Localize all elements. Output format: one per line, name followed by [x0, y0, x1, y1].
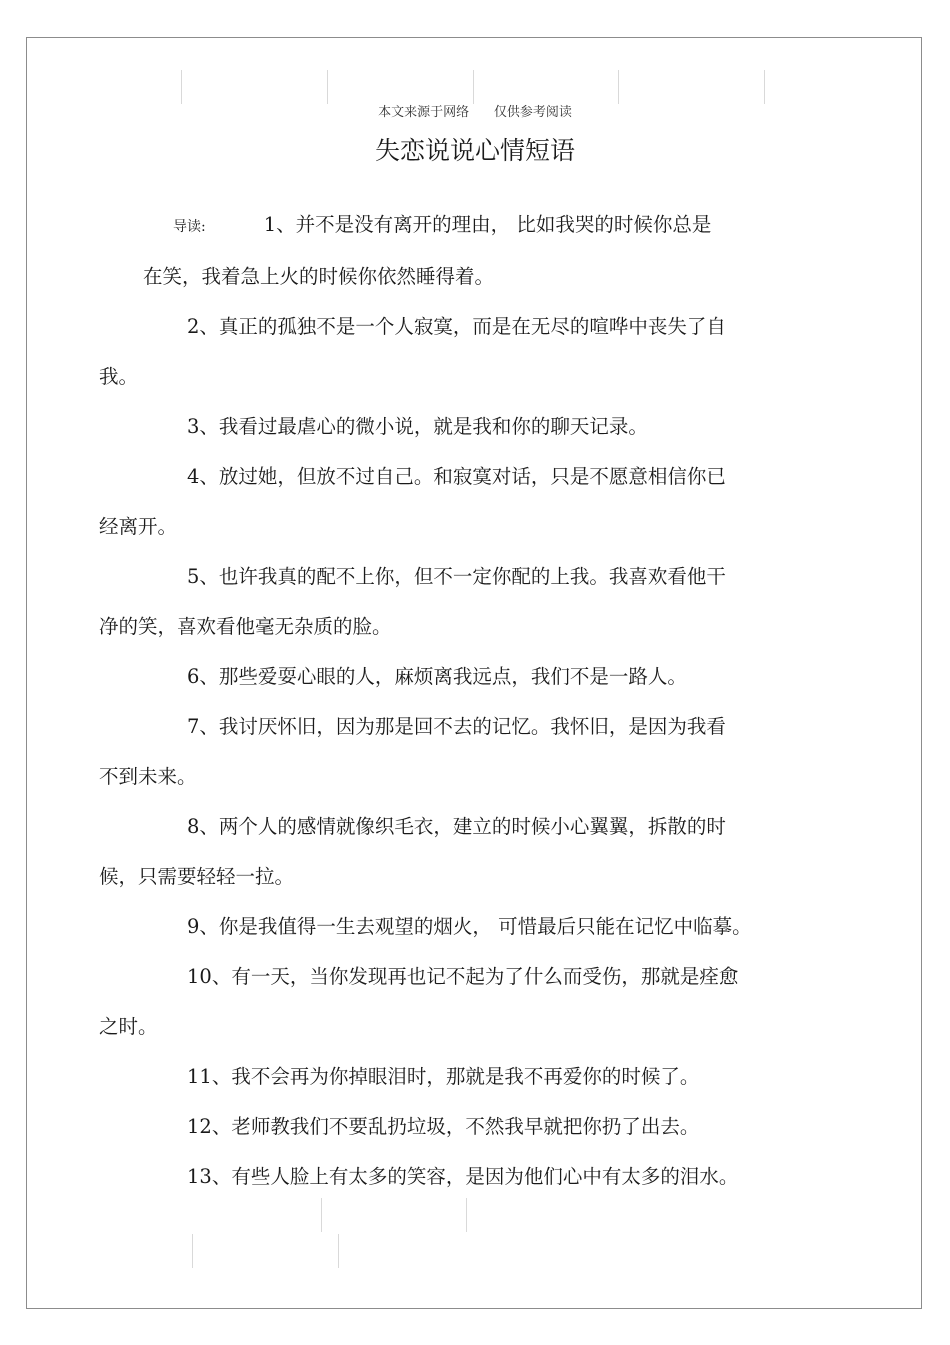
bottom-divider-3: [192, 1234, 193, 1268]
top-divider-3: [473, 70, 474, 104]
paragraph-line: 在笑，我着急上火的时候你依然睡得着。: [143, 265, 495, 288]
paragraph-line: 6、那些爱耍心眼的人，麻烦离我远点，我们不是一路人。: [187, 665, 687, 688]
paragraph-line: 3、我看过最虐心的微小说，就是我和你的聊天记录。: [187, 415, 648, 438]
paragraph-line: 我。: [99, 365, 139, 388]
paragraph-line: 9、你是我值得一生去观望的烟火， 可惜最后只能在记忆中临摹。: [187, 915, 752, 938]
lead-label: 导读:: [173, 219, 206, 235]
paragraph-line: 候，只需要轻轻一拉。: [99, 865, 295, 888]
paragraph-line: 5、也许我真的配不上你，但不一定你配的上我。我喜欢看他干: [187, 565, 726, 588]
bottom-divider-1: [321, 1198, 322, 1232]
paragraph-line: 净的笑，喜欢看他毫无杂质的脸。: [99, 615, 392, 638]
top-divider-2: [327, 70, 328, 104]
document-body: [99, 200, 803, 1202]
paragraph-11: [143, 1052, 803, 1102]
bottom-divider-2: [466, 1198, 467, 1232]
top-divider-5: [764, 70, 765, 104]
paragraph-3: [143, 402, 803, 452]
paragraph-line: 4、放过她，但放不过自己。和寂寞对话，只是不愿意相信你已: [187, 465, 726, 488]
paragraph-line: 8、两个人的感情就像织毛衣，建立的时候小心翼翼，拆散的时: [187, 815, 726, 838]
paragraph-line: 12、老师教我们不要乱扔垃圾，不然我早就把你扔了出去。: [187, 1115, 700, 1138]
paragraph-line: 10、有一天，当你发现再也记不起为了什么而受伤，那就是痊愈: [187, 965, 739, 988]
document-title: 失恋说说心情短语: [374, 136, 575, 165]
paragraph-9: [143, 902, 803, 952]
bottom-divider-4: [338, 1234, 339, 1268]
paragraph-line: 7、我讨厌怀旧，因为那是回不去的记忆。我怀旧，是因为我看: [187, 715, 726, 738]
paragraph-2: [99, 302, 803, 402]
paragraph-line: 经离开。: [99, 515, 178, 538]
paragraph-7: [99, 702, 803, 802]
paragraph-text: 1、并不是没有离开的理由， 比如我哭的时候你总是: [263, 213, 712, 236]
paragraph-line: 11、我不会再为你掉眼泪时，那就是我不再爱你的时候了。: [187, 1065, 700, 1088]
paragraph-6: [143, 652, 803, 702]
paragraph-13: [143, 1152, 803, 1202]
paragraph-line: 之时。: [99, 1015, 158, 1038]
paragraph-line: 不到未来。: [99, 765, 197, 788]
paragraph-line: 2、真正的孤独不是一个人寂寞，而是在无尽的喧哗中丧失了自: [187, 315, 726, 338]
source-note: 本文来源于网络 仅供参考阅读: [378, 105, 572, 120]
paragraph-8: [99, 802, 803, 902]
paragraph-12: [143, 1102, 803, 1152]
paragraph-10: [99, 952, 803, 1052]
paragraph-line: 13、有些人脸上有太多的笑容，是因为他们心中有太多的泪水。: [187, 1165, 739, 1188]
top-divider-4: [618, 70, 619, 104]
paragraph-line: [143, 200, 803, 252]
paragraph-1: [143, 200, 803, 302]
paragraph-4: [99, 452, 803, 552]
paragraph-5: [99, 552, 803, 652]
top-divider-1: [181, 70, 182, 104]
